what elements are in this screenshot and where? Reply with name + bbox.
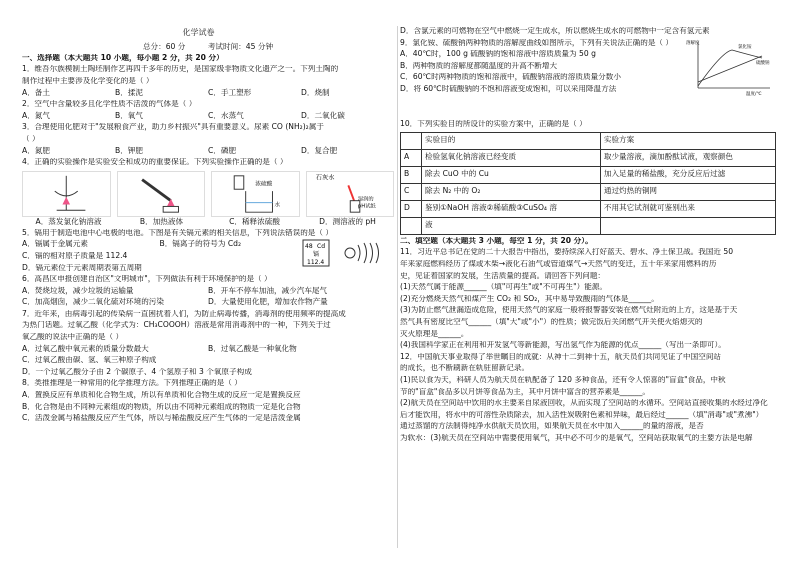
q8-option-a[interactable]: A．置换反应有单质和化合物生成，所以有单质和化合物生成的反应一定是置换反应 <box>22 391 301 400</box>
table-cell: 检验氢氧化钠溶液已经变质 <box>422 149 601 166</box>
solubility-curve-chart <box>686 38 774 96</box>
q5-option-b[interactable]: B．镉离子的符号为 Cd₂ <box>159 239 242 249</box>
q3-text: 3．合理使用化肥对于"发展粮食产业，助力乡村振兴"具有重要意义。尿素 CO (NH₂)₂属于 <box>22 123 324 132</box>
label-conc-sulfuric: 浓硫酸 <box>255 181 273 188</box>
q9-option-d[interactable]: D．将 60℃时硫酸钠的不饱和溶液变成饱和，可以采用降温方法 <box>400 84 617 93</box>
label-limewater: 石灰水 <box>315 174 334 182</box>
q2-option-c[interactable]: C．水蒸气 <box>208 110 244 120</box>
cd-atomic-number: 48 <box>305 243 313 251</box>
q3-text2: （ ） <box>22 134 40 143</box>
q12-line: (2)航天员在空间站中饮用的水主要来自尿液回收，从而实现了空间站的水循环。空间站直接收集的水经过净化 <box>400 399 768 408</box>
q7-text: 7．近年来，由病毒引起的传染病一直困扰着人们，为防止病毒传播，消毒剂的使用频率的提高成 <box>22 309 346 318</box>
left-column <box>22 27 394 426</box>
table-cell: 不用其它试剂就可鉴别出来 <box>600 200 775 217</box>
evaporation-apparatus-icon <box>23 172 110 216</box>
table-row[interactable] <box>401 217 776 234</box>
q2-option-a[interactable]: A．氮气 <box>22 110 50 120</box>
table-row[interactable] <box>401 200 776 217</box>
table-header-cell: 实验方案 <box>600 132 775 149</box>
cadmium-element-cell <box>302 239 384 267</box>
exam-time: 考试时间：45 分钟 <box>207 42 274 51</box>
table-cell: 取少量溶液，滴加酚酞试液，观察颜色 <box>600 149 775 166</box>
q3-option-a[interactable]: A．氮肥 <box>22 145 50 155</box>
column-divider <box>397 26 398 548</box>
q4-option-d[interactable]: D．测溶液的 pH <box>319 216 376 226</box>
q5-options <box>22 240 297 252</box>
table-cell: 鉴别①NaOH 溶液②稀硫酸③CuSO₄ 溶 <box>422 200 601 217</box>
dilution-beaker-icon <box>212 172 299 216</box>
q7-option-c[interactable]: C．过氧乙酸由碳、氢、氧三种原子构成 <box>22 356 157 365</box>
q11-line[interactable]: 然气具有密度比空气______（填"大"或"小"）的性质；做完饭后关闭燃气开关使火焰熄灭的 <box>400 317 703 326</box>
q7-option-a[interactable]: A．过氧乙酸中氧元素的质量分数最大 <box>22 343 149 353</box>
page-title: 化学试卷 <box>182 28 215 37</box>
q12-line: (1)民以食为天，科研人员为航天员在轨配备了 120 多种食品，还有令人惊喜的"盲盒"食品，中秋 <box>400 375 726 384</box>
q1-option-c[interactable]: C．手工塑形 <box>208 87 252 97</box>
x-axis-label: 温度/℃ <box>746 92 762 97</box>
table-cell <box>401 217 422 234</box>
q4-figure-a <box>22 171 111 217</box>
q9-option-b[interactable]: B．两种物质的溶解度都随温度的升高不断增大 <box>400 61 558 70</box>
table-header-row <box>401 132 776 149</box>
q11-line: (3)为防止燃气泄漏造成危险，使用天然气的家庭一般将报警器安装在燃气灶附近的上方，这是基于天 <box>400 306 738 315</box>
q5-option-d[interactable]: D．镉元素位于元素周期表第五周期 <box>22 263 142 272</box>
q5-block <box>22 240 394 275</box>
heating-tube-icon <box>118 172 205 216</box>
q3-option-d[interactable]: D．复合肥 <box>301 145 338 155</box>
q11-line: 年来家庭燃料经历了煤或木柴→液化石油气或管道煤气→天然气的变迁，五十年来家用燃料的历 <box>400 259 717 268</box>
q8-option-b[interactable]: B．化合物是由不同种元素组成的物质，所以由不同种元素组成的物质一定是化合物 <box>22 402 301 411</box>
right-column <box>400 27 776 445</box>
q3-options <box>22 147 394 159</box>
label-water: 水 <box>274 202 281 209</box>
q2-option-b[interactable]: B．氧气 <box>115 110 143 120</box>
table-cell <box>600 217 775 234</box>
q7-options-ab <box>22 345 394 357</box>
table-cell: 通过灼热的铜网 <box>600 183 775 200</box>
q11-line[interactable]: (4)我国科学家正在利用和开发氢气等新能源，写出氢气作为能源的优点______（写出一条即可）。 <box>400 341 726 350</box>
q6-option-a[interactable]: A．焚烧垃圾，减少垃圾的运输量 <box>22 285 134 295</box>
q4-text: 4．正确的实验操作是实验安全和成功的重要保证。下列实验操作正确的是（ ） <box>22 158 288 167</box>
q10-table <box>400 132 776 235</box>
sodium-sulfate-label: 硫酸钠 <box>756 61 770 67</box>
q12-line[interactable]: 节的"盲盒"食品多以月饼等食品为主，其中月饼中富含的营养素是______。 <box>400 387 650 396</box>
q1-options <box>22 89 394 101</box>
q2-option-d[interactable]: D．二氧化碳 <box>301 110 345 120</box>
q7-option-d[interactable]: D．一个过氧乙酸分子由 2 个碳原子、4 个氢原子和 3 个氧原子构成 <box>22 367 252 376</box>
q2-text: 2．空气中含量较多且化学性质不活泼的气体是（ ） <box>22 100 197 109</box>
q11-line[interactable]: (2)充分燃烧天然气和煤产生 CO₂ 和 SO₂，其中易导致酸雨的气体是______。 <box>400 294 659 303</box>
table-cell: 除去 CuO 中的 Cu <box>422 166 601 183</box>
q7-text2: 为热门话题。过氧乙酸（化学式为：CH₃COOOH）溶液是常用消毒剂中的一种，下列关于过 <box>22 321 331 330</box>
q6-option-b[interactable]: B．开车不停车加油，减少汽车尾气 <box>208 285 328 295</box>
q12-line: 的成长，也不断刷新在轨驻留新记录。 <box>400 364 530 373</box>
cd-atomic-mass: 112.4 <box>307 259 325 267</box>
exam-meta <box>22 43 394 52</box>
q4-option-c[interactable]: C．稀释浓硫酸 <box>229 216 280 226</box>
q6-text: 6．高昌区申报创建自治区"文明城市"，下列做法有利于环境保护的是（ ） <box>22 275 272 284</box>
q5-option-a[interactable]: A．镉属于金属元素 <box>22 239 88 249</box>
label-ph-paper: pH试纸 <box>357 203 376 210</box>
q1-text: 1．维吾尔族模制土陶坯制作艺再四千多年的历史，是国家级非物质文化遗产之一。下列土陶的 <box>22 65 339 74</box>
q11-line[interactable]: (1)天然气属于能源______（填"可再生"或"不可再生"）能源。 <box>400 283 607 292</box>
q4-option-a[interactable]: A．蒸发氯化钠溶液 <box>35 216 102 226</box>
q4-figures <box>22 171 394 217</box>
q12-line: 12．中国航天事业取得了举世瞩目的成就：从神十二到神十五，航天员们共同见证了中国空间站 <box>400 352 722 361</box>
table-cell: 除去 N₂ 中的 O₂ <box>422 183 601 200</box>
q4-figure-b <box>117 171 206 217</box>
q3-option-b[interactable]: B．钾肥 <box>115 145 143 155</box>
q1-option-b[interactable]: B．揉泥 <box>115 87 143 97</box>
q11-line: 11．习近平总书记在党的二十大报告中指出，要持续深入打好蓝天、碧水、净土保卫战。我国近 50 <box>400 248 734 257</box>
table-cell: 液 <box>422 217 601 234</box>
q6-options-cd <box>22 298 394 310</box>
y-axis-label: 溶解度 <box>686 41 700 47</box>
table-header-cell <box>401 132 422 149</box>
q2-options <box>22 112 394 124</box>
q7-option-b[interactable]: B．过氧乙酸是一种氧化物 <box>208 343 297 353</box>
q11-line[interactable]: 灭火原理是______。 <box>400 329 469 338</box>
q12-line[interactable]: 通过蒸馏的方法制得纯净水供航天员饮用，如果航天员在水中加入______的量的溶液，是否 <box>400 422 704 431</box>
cadmium-atom-icon <box>302 239 384 267</box>
q1-option-a[interactable]: A．备土 <box>22 87 50 97</box>
table-row[interactable] <box>401 149 776 166</box>
table-cell: B <box>401 166 422 183</box>
table-cell: C <box>401 183 422 200</box>
q9-text: 9．氯化铵、硫酸钠两种物质的溶解度曲线如图所示，下列有关说法正确的是（ ） <box>400 38 674 47</box>
cd-name: 镉 <box>313 251 320 259</box>
cd-symbol: Cd <box>317 243 325 251</box>
q4-figure-c <box>211 171 300 217</box>
q11-line: 史，见证着国家的发展，生活质量的提高。请回答下列问题： <box>400 271 606 280</box>
q5-option-c[interactable]: C．镉的相对原子质量是 112.4 <box>22 251 128 260</box>
q1-text2: 制作过程中主要涉及化学变化的是（ ） <box>22 76 154 85</box>
section1-heading: 一、选择题（本大题共 10 小题，每小题 2 分，共 20 分） <box>22 53 224 62</box>
q8-text: 8．类推推理是一种常用的化学推理方法。下列推理正确的是（ ） <box>22 379 242 388</box>
table-cell: A <box>401 149 422 166</box>
q4-option-b[interactable]: B．加热液体 <box>139 216 184 226</box>
q9-option-a[interactable]: A．40℃时，100 g 硫酸钠的饱和溶液中溶质质量为 50 g <box>400 50 596 59</box>
q8-option-d[interactable]: D．含氯元素的可燃物在空气中燃烧一定生成水，所以燃烧生成水的可燃物中一定含有氢元素 <box>400 27 710 35</box>
q10-text: 10．下列实验目的所设计的实验方案中，正确的是（ ） <box>400 120 587 129</box>
section2-heading: 二、填空题（本大题共 3 小题，每空 1 分，共 20 分）。 <box>400 236 593 245</box>
q12-line[interactable]: 后才能饮用，将水中的可溶性杂质除去，加入活性炭吸附色素和异味，最后经过______（填"消毒"或"煮沸"） <box>400 410 764 419</box>
table-cell: 加入足量的稀盐酸，充分反应后过滤 <box>600 166 775 183</box>
ammonium-chloride-label: 氯化铵 <box>738 45 752 51</box>
total-score: 总分：60 分 <box>142 42 186 51</box>
q5-text: 5．镉用于制造电池中心电极的电池。下图是有关镉元素的相关信息，下列说法错误的是（ ） <box>22 228 333 237</box>
table-row[interactable] <box>401 166 776 183</box>
table-row[interactable] <box>401 183 776 200</box>
label-wet: 湿润的 <box>357 196 374 203</box>
q4-captions <box>22 218 394 229</box>
sodium-sulfate-curve <box>698 50 762 86</box>
q7-text3: 氧乙酸的说法中正确的是（ ） <box>22 333 124 342</box>
q8-option-c[interactable]: C．活泼金属与稀盐酸反应产生气体，所以与稀盐酸反应产生气体的一定是活泼金属 <box>22 414 301 423</box>
ph-test-icon <box>307 172 394 216</box>
q4-figure-d <box>306 171 395 217</box>
q6-option-d[interactable]: D．大量使用化肥，增加农作物产量 <box>208 297 328 307</box>
table-header-cell: 实验目的 <box>422 132 601 149</box>
q12-line: 为软水：(3)航天员在空间站中需要使用氧气，其中必不可少的是氧气，空间站获取氧气的主要方法是电解 <box>400 433 753 442</box>
table-cell: D <box>401 200 422 217</box>
q3-option-c[interactable]: C．磷肥 <box>208 145 237 155</box>
q6-option-c[interactable]: C．加高烟囱，减少二氧化硫对环境的污染 <box>22 297 164 307</box>
ammonium-chloride-curve <box>698 56 762 82</box>
q9-option-c[interactable]: C．60℃时两种物质的饱和溶液中，硫酸钠溶液的溶质质量分数小 <box>400 73 621 82</box>
q1-option-d[interactable]: D．烧制 <box>301 87 330 97</box>
